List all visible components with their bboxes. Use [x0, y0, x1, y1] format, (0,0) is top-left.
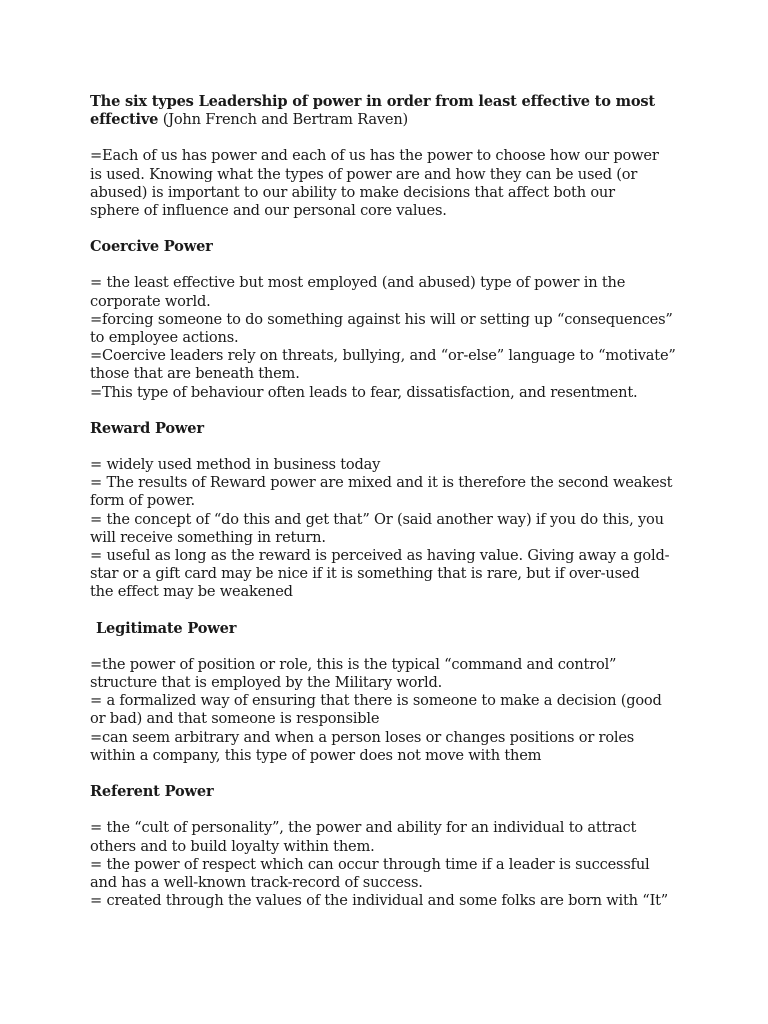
body-line: the effect may be weakened — [90, 583, 293, 601]
body-line: = widely used method in business today — [90, 456, 381, 474]
body-line: = useful as long as the reward is perceived as having value. Giving away a gold- — [90, 547, 670, 565]
body-line: = the “cult of personality”, the power and ability for an individual to attract — [90, 819, 637, 837]
section-heading-legitimate: Legitimate Power — [96, 619, 237, 637]
section-heading-coercive: Coercive Power — [90, 238, 213, 256]
section-heading-reward: Reward Power — [90, 419, 204, 437]
title-bold-part-2: effective — [90, 111, 159, 129]
body-line: those that are beneath them. — [90, 365, 300, 383]
body-line: form of power. — [90, 492, 195, 510]
body-line: = created through the values of the individual and some folks are born with “It” — [90, 892, 669, 910]
body-line: =can seem arbitrary and when a person loses or changes positions or roles — [90, 728, 635, 746]
body-line: = the concept of “do this and get that” Or (said another way) if you do this, you — [90, 510, 664, 528]
body-line: or bad) and that someone is responsible — [90, 710, 380, 728]
body-line: =Coercive leaders rely on threats, bullying, and “or-else” language to “motivate” — [90, 347, 676, 365]
section-body-reward — [90, 456, 690, 602]
body-line: within a company, this type of power does not move with them — [90, 746, 542, 764]
body-line: = The results of Reward power are mixed and it is therefore the second weakest — [90, 474, 673, 492]
title-bold-part-1: The six types Leadership of power in order from least effective to most — [90, 93, 655, 110]
section-body-coercive — [90, 274, 690, 401]
intro-line: abused) is important to our ability to make decisions that affect both our — [90, 183, 615, 201]
body-line: = the least effective but most employed (and abused) type of power in the — [90, 274, 626, 292]
document-page — [90, 93, 690, 928]
body-line: = a formalized way of ensuring that there is someone to make a decision (good — [90, 692, 662, 710]
document-title — [90, 93, 690, 129]
intro-line: =Each of us has power and each of us has the power to choose how our power — [90, 147, 659, 165]
body-line: to employee actions. — [90, 329, 239, 347]
body-line: and has a well-known track-record of success. — [90, 873, 423, 891]
body-line: structure that is employed by the Military world. — [90, 674, 443, 692]
section-heading-referent: Referent Power — [90, 783, 214, 801]
body-line: will receive something in return. — [90, 528, 326, 546]
body-line: = the power of respect which can occur through time if a leader is successful — [90, 855, 650, 873]
title-attribution: (John French and Bertram Raven) — [158, 111, 409, 129]
body-line: =This type of behaviour often leads to fear, dissatisfaction, and resentment. — [90, 383, 638, 401]
section-body-legitimate — [90, 656, 690, 765]
intro-line: sphere of influence and our personal core values. — [90, 202, 447, 220]
intro-line: is used. Knowing what the types of power are and how they can be used (or — [90, 165, 638, 183]
body-line: others and to build loyalty within them. — [90, 837, 375, 855]
body-line: =forcing someone to do something against his will or setting up “consequences” — [90, 310, 673, 328]
body-line: =the power of position or role, this is the typical “command and control” — [90, 655, 617, 673]
body-line: star or a gift card may be nice if it is something that is rare, but if over-used — [90, 565, 640, 583]
intro-paragraph — [90, 147, 690, 220]
body-line: corporate world. — [90, 292, 211, 310]
section-body-referent — [90, 819, 690, 910]
